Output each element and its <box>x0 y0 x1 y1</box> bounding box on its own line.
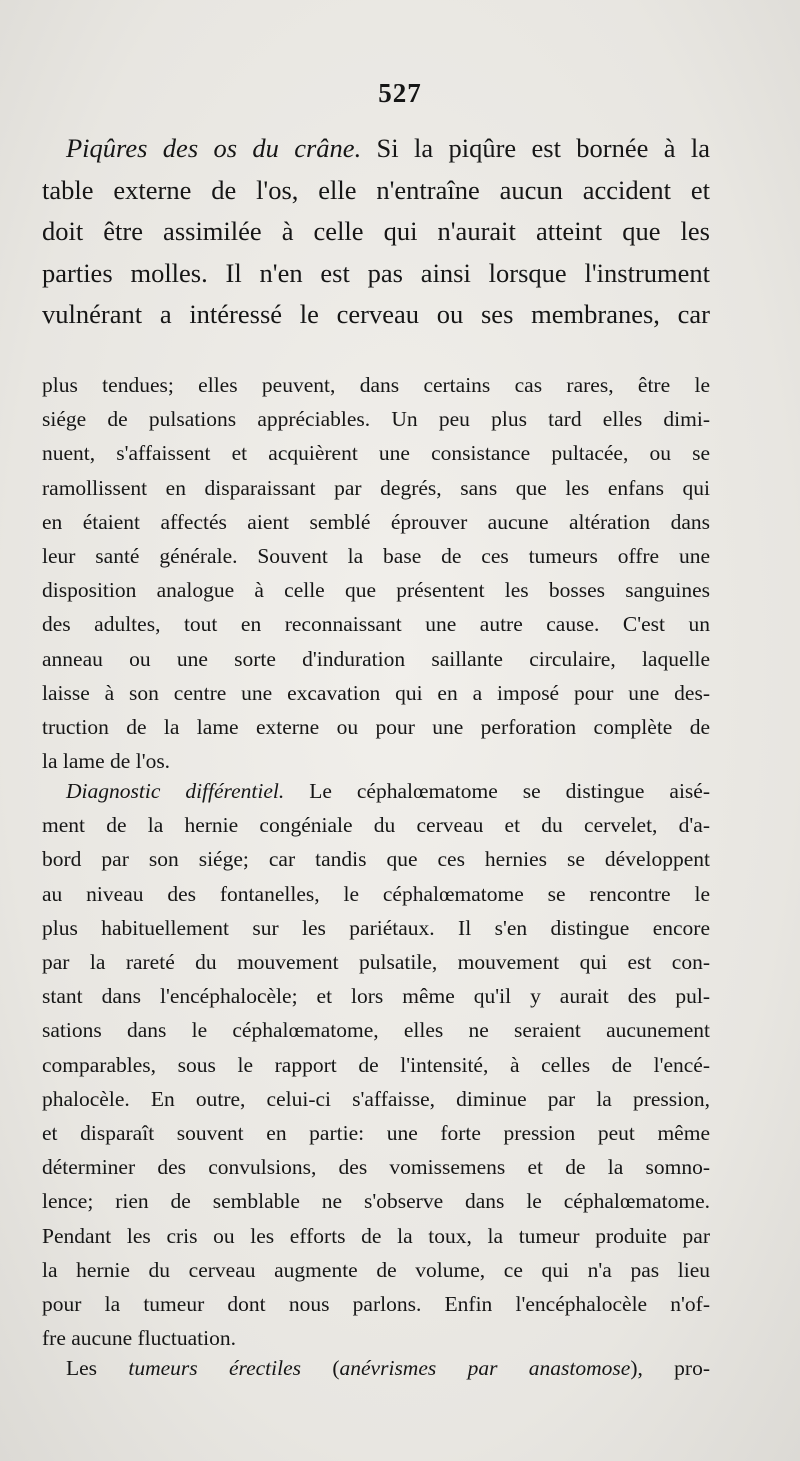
text-line: comparables, sous le rapport de l'intensité, à celles de l'encé- <box>42 1052 710 1077</box>
text-line: nuent, s'affaissent et acquièrent une consistance pultacée, ou se <box>42 441 710 466</box>
paragraph-erectile-tumors <box>42 1351 710 1385</box>
text-line: des adultes, tout en reconnaissant une autre cause. C'est un <box>42 612 710 637</box>
text-line: doit être assimilée à celle qui n'aurait atteint que les <box>42 216 710 246</box>
text-line: au niveau des fontanelles, le céphalœmatome se rencontre le <box>42 881 710 906</box>
text-line: stant dans l'encéphalocèle; et lors même qu'il y aurait des pul- <box>42 984 710 1009</box>
text-line: Les tumeurs érectiles (anévrismes par anastomose), pro- <box>66 1356 710 1380</box>
paragraph-differential-diagnosis <box>42 774 710 1355</box>
text-line: Diagnostic différentiel. Le céphalœmatome se distingue aisé- <box>66 779 710 803</box>
text-line: anneau ou une sorte d'induration saillante circulaire, laquelle <box>42 646 710 671</box>
text-line: plus habituellement sur les pariétaux. Il s'en distingue encore <box>42 915 710 940</box>
text-line: pour la tumeur dont nous parlons. Enfin l'encéphalocèle n'of- <box>42 1292 710 1317</box>
text-line: en étaient affectés aient semblé éprouver aucune altération dans <box>42 509 710 534</box>
text-line: truction de la lame externe ou pour une perforation complète de <box>42 715 710 740</box>
text-line: sations dans le céphalœmatome, elles ne seraient aucunement <box>42 1018 710 1043</box>
text-line: vulnérant a intéressé le cerveau ou ses membranes, car <box>42 299 710 329</box>
text-line: table externe de l'os, elle n'entraîne aucun accident et <box>42 174 710 205</box>
text-line: bord par son siége; car tandis que ces hernies se développent <box>42 847 710 872</box>
text-line: la lame de l'os. <box>42 749 171 774</box>
text-line: ment de la hernie congéniale du cerveau et du cervelet, d'a- <box>42 813 710 838</box>
section-heading: Piqûres des os du crâne. <box>66 133 362 163</box>
text-line: leur santé générale. Souvent la base de ces tumeurs offre une <box>42 544 710 569</box>
text-line: lence; rien de semblable ne s'observe dans le céphalœmatome. <box>42 1189 710 1214</box>
text-line: parties molles. Il n'en est pas ainsi lorsque l'instrument <box>42 257 710 288</box>
text-line: disposition analogue à celle que présentent les bosses sanguines <box>42 578 710 603</box>
text-line: déterminer des convulsions, des vomissemens et de la somno- <box>42 1155 710 1180</box>
text-line: siége de pulsations appréciables. Un peu plus tard elles dimi- <box>42 407 710 432</box>
page-number: 527 <box>378 78 422 108</box>
text-line: et disparaît souvent en partie: une forte pression peut même <box>42 1121 710 1146</box>
text-line: laisse à son centre une excavation qui en a imposé pour une des- <box>42 680 710 705</box>
paragraph-skull-punctures <box>42 128 710 336</box>
text-line: Piqûres des os du crâne. Si la piqûre est bornée à la <box>66 133 710 163</box>
text-line: Pendant les cris ou les efforts de la toux, la tumeur produite par <box>42 1223 710 1248</box>
text-line: phalocèle. En outre, celui-ci s'affaisse, diminue par la pression, <box>42 1086 710 1111</box>
text-line: fre aucune fluctuation. <box>42 1326 237 1351</box>
section-heading: Diagnostic différentiel. <box>66 779 285 803</box>
text-line: par la rareté du mouvement pulsatile, mouvement qui est con- <box>42 950 710 975</box>
text-line: la hernie du cerveau augmente de volume, ce qui n'a pas lieu <box>42 1257 710 1282</box>
text-line: plus tendues; elles peuvent, dans certains cas rares, être le <box>42 373 710 397</box>
text-line: ramollissent en disparaissant par degrés, sans que les enfans qui <box>42 475 710 500</box>
paragraph-tumor-description <box>42 368 710 778</box>
